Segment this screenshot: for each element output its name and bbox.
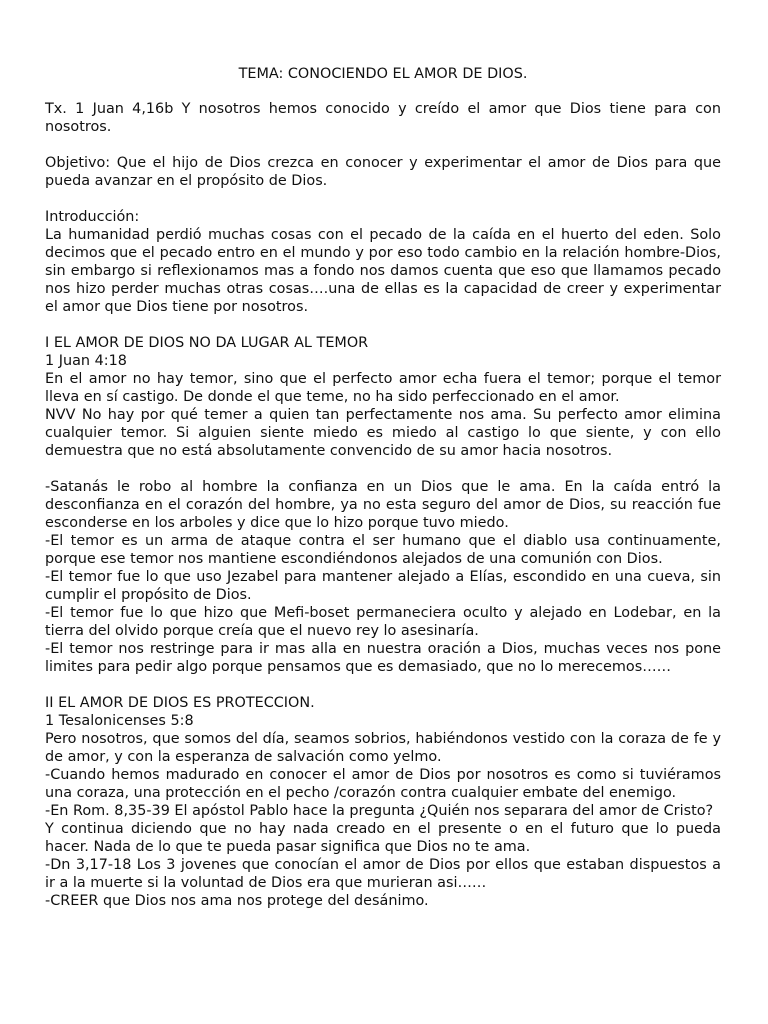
section-one-verse: En el amor no hay temor, sino que el perfecto amor echa fuera el temor; porque el temor lleva en sí castigo. De donde el que teme, no ha sido perfeccionado en el amor.	[45, 371, 721, 405]
section-two-point: -En Rom. 8,35-39 El apóstol Pablo hace la pregunta ¿Quién nos separara del amor de Cristo?	[45, 803, 714, 819]
section-two-point: -CREER que Dios nos ama nos protege del desánimo.	[45, 893, 429, 909]
document-title: TEMA: CONOCIENDO EL AMOR DE DIOS.	[238, 66, 528, 82]
section-two-point: Y continua diciendo que no hay nada creado en el presente o en el futuro que lo pueda hacer. Nada de lo que te pueda pasar significa que Dios no te ama.	[45, 821, 721, 855]
section-one-point: -El temor fue lo que uso Jezabel para mantener alejado a Elías, escondido en una cueva, sin cumplir el propósito de Dios.	[45, 569, 721, 603]
document-page	[45, 56, 721, 910]
text-verse: Tx. 1 Juan 4,16b Y nosotros hemos conocido y creído el amor que Dios tiene para con nosotros.	[45, 101, 721, 135]
section-two-point: -Cuando hemos madurado en conocer el amor de Dios por nosotros es como si tuviéramos una coraza, una protección en el pecho /corazón contra cualquier embate del enemigo.	[45, 767, 721, 801]
section-one	[45, 334, 721, 694]
spacer	[45, 460, 721, 478]
spacer	[45, 676, 721, 694]
section-one-point: -El temor fue lo que hizo que Mefi-boset permaneciera oculto y alejado en Lodebar, en la tierra del olvido porque creía que el nuevo rey lo asesinaría.	[45, 605, 721, 639]
section-two-point: -Dn 3,17-18 Los 3 jovenes que conocían el amor de Dios por ellos que estaban dispuestos a ir a la muerte si la voluntad de Dios era que murieran asi……	[45, 857, 721, 891]
section-one-point: -Satanás le robo al hombre la confianza en un Dios que le ama. En la caída entró la desconfianza en el corazón del hombre, ya no esta seguro del amor de Dios, su reacción fue esconderse en los arboles y dice que lo hizo porque tuvo miedo.	[45, 479, 721, 531]
introduction-section	[45, 208, 721, 316]
section-one-nvv-paraphrase: NVV No hay por qué temer a quien tan perfectamente nos ama. Su perfecto amor elimina cualquier temor. Si alguien siente miedo es miedo al castigo lo que siente, y con ello demuestra que no está absolutamente convencido de su amor hacia nosotros.	[45, 407, 721, 459]
section-two-heading: II EL AMOR DE DIOS ES PROTECCION.	[45, 695, 315, 711]
objective-paragraph: Objetivo: Que el hijo de Dios crezca en conocer y experimentar el amor de Dios para que pueda avanzar en el propósito de Dios.	[45, 155, 721, 189]
section-two	[45, 694, 721, 910]
section-one-point: -El temor es un arma de ataque contra el ser humano que el diablo usa continuamente, porque ese temor nos mantiene escondiéndonos alejados de una comunión con Dios.	[45, 533, 721, 567]
section-one-point: -El temor nos restringe para ir mas alla en nuestra oración a Dios, muchas veces nos pone limites para pedir algo porque pensamos que es demasiado, que no lo merecemos……	[45, 641, 721, 675]
introduction-body: La humanidad perdió muchas cosas con el pecado de la caída en el huerto del eden. Solo decimos que el pecado entro en el mundo y por eso todo cambio en la relación hombre-Dios, sin embargo si reflexionamos mas a fondo nos damos cuenta que eso que llamamos pecado nos hizo perder muchas otras cosas….una de ellas es la capacidad de creer y experimentar el amor que Dios tiene por nosotros.	[45, 227, 721, 315]
section-two-verse: Pero nosotros, que somos del día, seamos sobrios, habiéndonos vestido con la coraza de fe y de amor, y con la esperanza de salvación como yelmo.	[45, 731, 721, 765]
introduction-heading: Introducción:	[45, 209, 140, 225]
section-two-reference: 1 Tesalonicenses 5:8	[45, 713, 194, 729]
section-one-reference: 1 Juan 4:18	[45, 353, 127, 369]
section-one-heading: I EL AMOR DE DIOS NO DA LUGAR AL TEMOR	[45, 335, 369, 351]
